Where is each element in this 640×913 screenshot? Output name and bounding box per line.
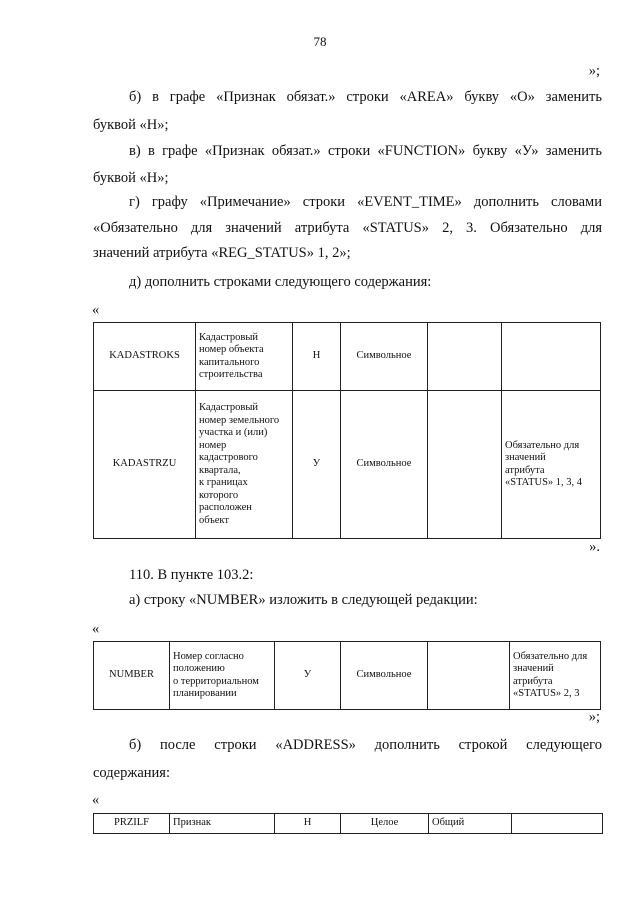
para-b-line1: б) в графе «Признак обязат.» строки «AREA» букву «О» заменить <box>129 89 602 105</box>
open-quote-2: « <box>92 621 100 637</box>
attribute-note <box>502 323 601 391</box>
table-additional-rows <box>93 322 601 539</box>
close-quote-dot: ». <box>589 539 600 555</box>
attribute-flag: У <box>275 642 341 710</box>
attribute-type: Символьное <box>341 391 428 539</box>
para-g-line2: «Обязательно для значений атрибута «STATUS» 2, 3. Обязательно для <box>93 220 602 236</box>
attribute-description: Признак <box>170 814 275 834</box>
table-row <box>94 391 601 539</box>
attribute-type: Символьное <box>341 642 428 710</box>
item-110-heading: 110. В пункте 103.2: <box>129 567 254 583</box>
attribute-description: Кадастровый номер объекта капитального строительства <box>196 323 293 391</box>
item-110b-line2: содержания: <box>93 765 171 781</box>
table-row <box>94 323 601 391</box>
para-b-line2: буквой «Н»; <box>93 117 169 133</box>
attribute-flag: Н <box>293 323 341 391</box>
item-110b-line1: б) после строки «ADDRESS» дополнить строкой следующего <box>129 737 602 753</box>
para-v-line1: в) в графе «Признак обязат.» строки «FUNCTION» букву «У» заменить <box>129 143 602 159</box>
attribute-note <box>512 814 603 834</box>
attribute-code: KADASTROKS <box>94 323 196 391</box>
closing-quote-mid: »; <box>588 709 600 725</box>
table-row <box>94 642 601 710</box>
attribute-extra: Общий <box>429 814 512 834</box>
table-przilf-row <box>93 813 603 834</box>
attribute-code: KADASTRZU <box>94 391 196 539</box>
para-v-line2: буквой «Н»; <box>93 170 169 186</box>
attribute-note: Обязательно для значений атрибута «STATUS» 1, 3, 4 <box>502 391 601 539</box>
attribute-code: NUMBER <box>94 642 170 710</box>
attribute-note: Обязательно для значений атрибута «STATUS» 2, 3 <box>510 642 601 710</box>
para-g-line3: значений атрибута «REG_STATUS» 1, 2»; <box>93 245 351 261</box>
page-number: 78 <box>313 34 327 49</box>
item-110a: а) строку «NUMBER» изложить в следующей редакции: <box>129 592 478 608</box>
attribute-extra <box>428 323 502 391</box>
attribute-code: PRZILF <box>94 814 170 834</box>
attribute-description: Кадастровый номер земельного участка и (или) номер кадастрового квартала, к границах которого расположен объект <box>196 391 293 539</box>
attribute-flag: У <box>293 391 341 539</box>
open-quote-1: « <box>92 302 100 318</box>
attribute-type: Символьное <box>341 323 428 391</box>
closing-quote-top: »; <box>588 63 600 79</box>
para-g-line1: г) графу «Примечание» строки «EVENT_TIME» дополнить словами <box>129 194 602 210</box>
attribute-extra <box>428 391 502 539</box>
table-number-row <box>93 641 601 710</box>
attribute-flag: Н <box>275 814 341 834</box>
table-row <box>94 814 603 834</box>
open-quote-3: « <box>92 792 100 808</box>
para-d: д) дополнить строками следующего содержания: <box>129 274 432 290</box>
attribute-type: Целое <box>341 814 429 834</box>
attribute-extra <box>428 642 510 710</box>
attribute-description: Номер согласно положению о территориальном планировании <box>170 642 275 710</box>
